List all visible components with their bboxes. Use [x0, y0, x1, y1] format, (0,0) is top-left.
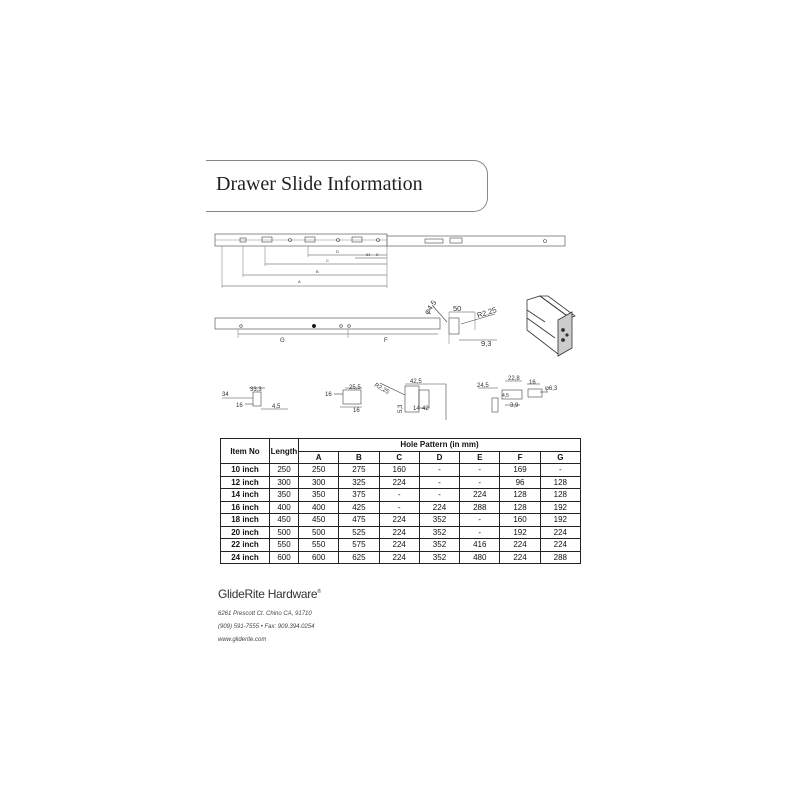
header-col-f: F [500, 451, 540, 464]
dim-label: 34 [222, 392, 229, 398]
dim-label: 16 [325, 392, 332, 398]
header-col-d: D [419, 451, 459, 464]
dim-label-c: C [326, 258, 329, 263]
cell-hole-f: 128 [500, 489, 540, 502]
cell-hole-d: 352 [419, 526, 459, 539]
cell-hole-e: - [460, 476, 500, 489]
cell-hole-e: - [460, 526, 500, 539]
website-link[interactable]: www.gliderite.com [218, 637, 267, 643]
cell-item-no: 12 inch [221, 476, 270, 489]
table-row [221, 539, 581, 552]
page-title: Drawer Slide Information [216, 173, 423, 195]
cell-hole-g: 224 [540, 526, 580, 539]
cell-length: 500 [270, 526, 299, 539]
header-col-e: E [460, 451, 500, 464]
cell-hole-b: 375 [339, 489, 379, 502]
header-item-no: Item No [221, 439, 270, 464]
table-row [221, 476, 581, 489]
table-header-row [221, 439, 581, 452]
dim-label: R2,25 [373, 382, 390, 396]
cell-hole-g: 192 [540, 514, 580, 527]
cell-hole-e: 480 [460, 551, 500, 564]
cell-hole-e: - [460, 464, 500, 477]
cell-item-no: 18 inch [221, 514, 270, 527]
dim-label: 16 [236, 403, 243, 409]
cell-hole-d: - [419, 489, 459, 502]
cell-hole-f: 192 [500, 526, 540, 539]
cell-hole-f: 224 [500, 551, 540, 564]
cell-hole-a: 500 [299, 526, 339, 539]
dim-label-f: F [384, 338, 388, 344]
cell-item-no: 24 inch [221, 551, 270, 564]
cell-hole-d: - [419, 476, 459, 489]
cell-length: 450 [270, 514, 299, 527]
header-col-a: A [299, 451, 339, 464]
dim-label: 4,5 [502, 393, 509, 399]
dim-label: 33,3 [250, 387, 262, 393]
dim-label-64: 64 [366, 252, 371, 257]
cell-hole-c: - [379, 489, 419, 502]
dim-label: 4,5 [272, 404, 281, 410]
table-row [221, 501, 581, 514]
cell-hole-b: 275 [339, 464, 379, 477]
cell-hole-f: 169 [500, 464, 540, 477]
cell-hole-a: 300 [299, 476, 339, 489]
dim-label: 42 [422, 406, 429, 412]
dim-label: 16 [353, 408, 360, 414]
cell-hole-g: 288 [540, 551, 580, 564]
cell-hole-b: 575 [339, 539, 379, 552]
cell-hole-f: 224 [500, 539, 540, 552]
table-row [221, 464, 581, 477]
cell-length: 400 [270, 501, 299, 514]
dim-label: 25,5 [349, 385, 361, 391]
cell-hole-f: 128 [500, 501, 540, 514]
cell-hole-a: 450 [299, 514, 339, 527]
dim-label: 3,9 [510, 403, 519, 409]
cell-item-no: 14 inch [221, 489, 270, 502]
dim-label-b: B [316, 269, 319, 274]
cell-hole-c: 224 [379, 514, 419, 527]
cell-length: 300 [270, 476, 299, 489]
cell-hole-f: 160 [500, 514, 540, 527]
brand-name: GlideRite Hardware [218, 587, 318, 601]
cell-hole-c: 224 [379, 526, 419, 539]
cell-hole-g: 128 [540, 489, 580, 502]
contact-block [218, 608, 321, 647]
cell-hole-g: 224 [540, 539, 580, 552]
cell-hole-a: 250 [299, 464, 339, 477]
address-line: 6261 Prescott Ct. Chino CA, 91710 [218, 611, 312, 617]
cell-hole-f: 96 [500, 476, 540, 489]
table-row [221, 526, 581, 539]
cell-hole-c: 224 [379, 551, 419, 564]
phone-line: (909) 591-7555 • Fax: 909.394.0254 [218, 624, 315, 630]
dim-label: 5,3 [398, 404, 404, 413]
cell-hole-e: 224 [460, 489, 500, 502]
dim-label-50: 50 [453, 304, 462, 313]
cell-hole-a: 350 [299, 489, 339, 502]
table-body [221, 464, 581, 564]
cell-item-no: 20 inch [221, 526, 270, 539]
dim-label-g: G [280, 338, 285, 344]
dim-label: 24,5 [477, 383, 489, 389]
header-hole-pattern: Hole Pattern (in mm) [299, 439, 581, 452]
company-footer [218, 587, 321, 647]
trademark-mark: ® [317, 589, 321, 595]
cell-item-no: 16 inch [221, 501, 270, 514]
header-col-b: B [339, 451, 379, 464]
table-row [221, 489, 581, 502]
cell-hole-c: 224 [379, 539, 419, 552]
dim-label: 22,8 [508, 376, 520, 382]
cell-hole-b: 475 [339, 514, 379, 527]
dim-label: φ6,3 [545, 386, 558, 392]
cell-hole-g: 192 [540, 501, 580, 514]
cell-length: 550 [270, 539, 299, 552]
header-length: Length [270, 439, 299, 464]
cell-hole-d: 224 [419, 501, 459, 514]
hole-pattern-table [220, 438, 581, 564]
cell-hole-d: - [419, 464, 459, 477]
cell-hole-g: 128 [540, 476, 580, 489]
dim-label-e: E [376, 252, 379, 257]
dim-label-phi45: φ4,5 [422, 298, 439, 317]
dim-label-a: A [298, 279, 301, 284]
cell-length: 350 [270, 489, 299, 502]
dim-label-d: D [336, 249, 339, 254]
header-col-c: C [379, 451, 419, 464]
cell-hole-b: 425 [339, 501, 379, 514]
header-col-g: G [540, 451, 580, 464]
cell-hole-a: 550 [299, 539, 339, 552]
cell-hole-a: 400 [299, 501, 339, 514]
dim-label: 16 [529, 380, 536, 386]
cell-hole-e: 288 [460, 501, 500, 514]
cell-length: 250 [270, 464, 299, 477]
dim-label-93: 9,3 [481, 339, 492, 348]
dim-label-r225: R2,25 [475, 305, 498, 320]
cell-hole-b: 525 [339, 526, 379, 539]
cell-hole-b: 625 [339, 551, 379, 564]
cell-hole-d: 352 [419, 539, 459, 552]
cell-hole-c: 224 [379, 476, 419, 489]
dim-label: 14 [413, 406, 420, 412]
cell-hole-d: 352 [419, 551, 459, 564]
cell-hole-b: 325 [339, 476, 379, 489]
cell-hole-d: 352 [419, 514, 459, 527]
table-row [221, 514, 581, 527]
cell-item-no: 10 inch [221, 464, 270, 477]
dim-label: 42,5 [410, 379, 422, 385]
cell-hole-e: - [460, 514, 500, 527]
cell-hole-g: - [540, 464, 580, 477]
cell-hole-e: 416 [460, 539, 500, 552]
cell-hole-a: 600 [299, 551, 339, 564]
cell-hole-c: 160 [379, 464, 419, 477]
cell-hole-c: - [379, 501, 419, 514]
cell-item-no: 22 inch [221, 539, 270, 552]
brand-logo [218, 587, 321, 601]
table-row [221, 551, 581, 564]
cell-length: 600 [270, 551, 299, 564]
